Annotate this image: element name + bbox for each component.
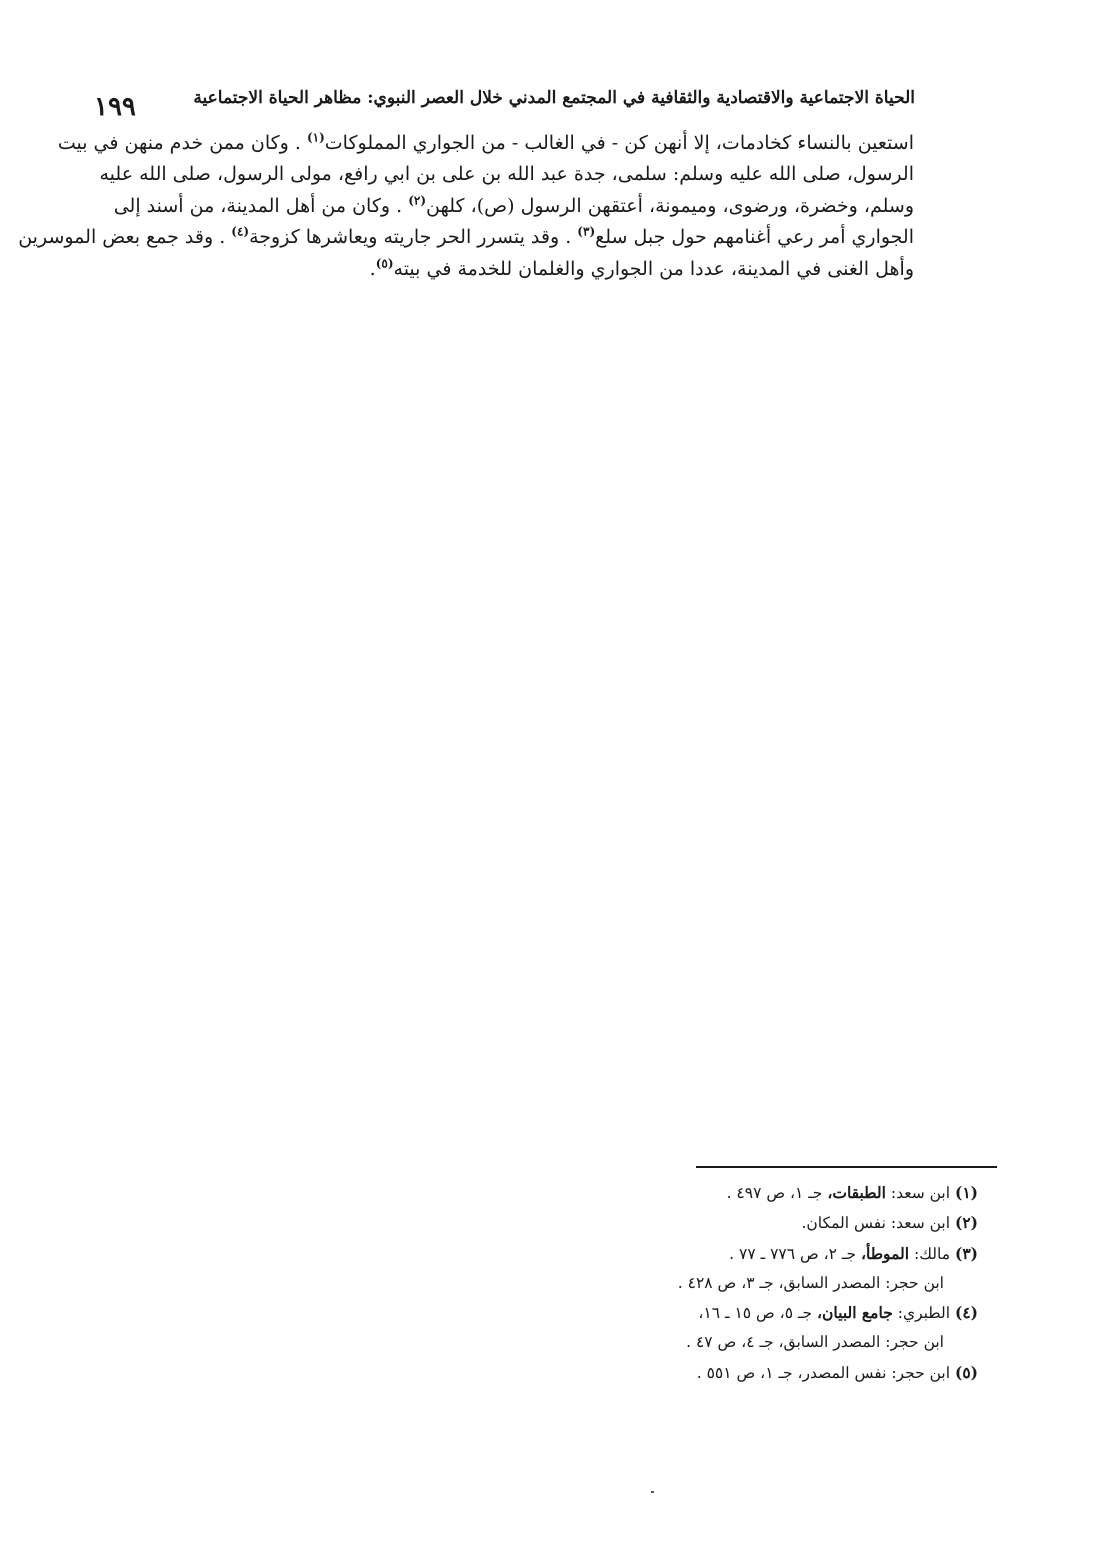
running-header: الحياة الاجتماعية والاقتصادية والثقافية في المجتمع المدني خلال العصر النبوي: مظاهر الحياة الاجتماعية	[193, 88, 915, 108]
footnotes	[678, 1178, 978, 1388]
footnote-2: (٢) ابن سعد: نفس المكان.	[801, 1213, 978, 1233]
footnote-ref-2: (٢)	[408, 193, 427, 208]
footnote-3-continuation: ابن حجر: المصدر السابق، جـ ٣، ص ٤٢٨ .	[677, 1273, 944, 1292]
body-text	[18, 128, 914, 285]
footnote-ref-5: (٥)	[375, 256, 394, 271]
footnote-4: (٤) الطبري: جامع البيان، جـ ٥، ص ١٥ ـ ١٦،	[698, 1303, 978, 1323]
footnote-ref-1: (١)	[306, 130, 325, 145]
footnote-5: (٥) ابن حجر: نفس المصدر، جـ ١، ص ٥٥١ .	[696, 1362, 978, 1382]
footnote-ref-4: (٤)	[231, 224, 250, 239]
footnote-ref-3: (٣)	[577, 224, 596, 239]
body-line-2: الرسول، صلى الله عليه وسلم: سلمى، جدة عبد الله بن على بن ابي رافع، مولى الرسول، صلى الله عليه	[99, 163, 914, 186]
body-line-3: وسلم، وخضرة، ورضوى، وميمونة، أعتقهن الرسول (ص)، كلهن$^{(٢)}$ . وكان من أهل المدينة، من أسند إلى	[113, 193, 914, 217]
scan-speck	[651, 1491, 654, 1493]
footnote-1: (١) ابن سعد: الطبقات، جـ ١، ص ٤٩٧ .	[726, 1183, 978, 1202]
body-line-5: وأهل الغنى في المدينة، عددا من الجواري والغلمان للخدمة في بيته$^{(٥)}$.	[369, 256, 914, 280]
footnote-separator	[696, 1166, 997, 1168]
footnote-3: (٣) مالك: الموطأ، جـ ٢، ص ٧٧٦ ـ ٧٧ .	[729, 1243, 978, 1263]
body-line-4: الجواري أمر رعي أغنامهم حول جبل سلع$^{(٣)}$ . وقد يتسرر الحر جاريته ويعاشرها كزوجة$^{(٤)}$ . وقد جمع بعض الموسرين	[18, 224, 914, 249]
footnote-4-continuation: ابن حجر: المصدر السابق، جـ ٤، ص ٤٧ .	[686, 1333, 944, 1352]
page-number: ١٩٩	[94, 92, 136, 122]
body-line-1: استعين بالنساء كخادمات، إلا أنهن كن - في الغالب - من الجواري المملوكات$^{(١)}$ . وكان ممن خدم منهن في بيت	[57, 130, 914, 154]
